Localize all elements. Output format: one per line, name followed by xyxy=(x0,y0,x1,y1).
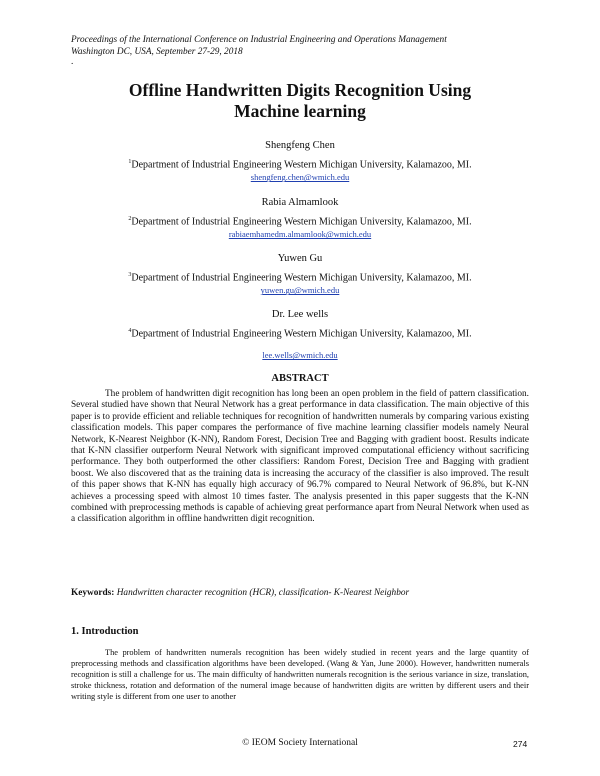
author-name: Shengfeng Chen xyxy=(265,140,335,151)
author-name: Rabia Almamlook xyxy=(261,197,339,208)
affiliation-text: Department of Industrial Engineering Western Michigan University, Kalamazoo, MI. xyxy=(131,272,472,284)
author-affiliation xyxy=(0,269,600,284)
affiliation-marker: 2 xyxy=(128,216,132,222)
header-dot: . xyxy=(71,57,74,67)
author-block xyxy=(0,197,600,240)
author-block xyxy=(0,140,600,183)
introduction-text: The problem of handwritten numerals recognition has been widely studied in recent years and the large quantity of preprocessing methods and classification algorithms have been developed. (Wang & Yan, June 2000). However, handwritten numerals recognition is still a challenge for us. The main difficulty of handwritten numerals recognition is the serious variance in size, translation, stroke thickness, rotation and deformation of the numeral image because of handwritten digits are written by different users and their writing style is different from one user to another xyxy=(71,648,529,701)
page-number: 274 xyxy=(513,739,528,749)
author-email-link[interactable]: shengfeng.chen@wmich.edu xyxy=(250,172,350,183)
conference-location: Washington DC, USA, September 27-29, 2018 xyxy=(71,47,243,57)
author-block xyxy=(0,309,600,361)
paper-title xyxy=(0,80,600,122)
author-name: Dr. Lee wells xyxy=(271,309,329,320)
affiliation-marker: 1 xyxy=(128,159,132,165)
abstract-text: The problem of handwritten digit recognition has long been an open problem in the field of pattern classification. Several studied have shown that Neural Network has a great performance in data classification. The main objective of this paper is to provide efficient and reliable techniques for recognition of handwritten numerals by comparing various existing classification models. This paper compares the performance of five machine learning classifier models namely Neural Network, K-Nearest Neighbor (K-NN), Random Forest, Decision Tree and Bagging with gradient boost. Results indicate that K-NN classifier outperform Neural Network with significant improved computational efficiency without sacrificing performance. They both outperformed the other classifiers: Random Forest, Decision Tree and Bagging with gradient boost. We also discovered that as the training data is increasing the accuracy of the classifier is also improved. The result of this paper shows that K-NN has equally high accuracy of 96.7% compared to Neural Network of 96.8%, but K-NN achieves a processing speed with almost 10 times faster. The analysis presented in this paper suggests that the K-NN combined with preprocessing methods is capable of achieving great performance apart from Neural Network when used as a classification algorithm in offline handwritten digit recognition. xyxy=(71,389,529,525)
author-affiliation xyxy=(0,213,600,228)
author-email-link[interactable]: rabiaemhamedm.almamlook@wmich.edu xyxy=(228,229,372,240)
section-heading: 1. Introduction xyxy=(71,626,139,637)
author-email-link[interactable]: lee.wells@wmich.edu xyxy=(262,350,338,361)
affiliation-marker: 3 xyxy=(128,272,132,278)
author-affiliation xyxy=(0,325,600,340)
affiliation-text: Department of Industrial Engineering Western Michigan University, Kalamazoo, MI. xyxy=(131,159,472,171)
author-name: Yuwen Gu xyxy=(277,253,323,264)
title-line-1: Offline Handwritten Digits Recognition Using xyxy=(128,80,472,100)
keywords-line xyxy=(71,588,409,598)
footer-copyright: © IEOM Society International xyxy=(242,738,358,748)
keywords-text: Handwritten character recognition (HCR), classification- K-Nearest Neighbor xyxy=(114,588,410,598)
affiliation-text: Department of Industrial Engineering Western Michigan University, Kalamazoo, MI. xyxy=(131,216,472,228)
abstract-heading: ABSTRACT xyxy=(271,373,329,384)
running-header xyxy=(71,34,447,66)
author-affiliation xyxy=(0,156,600,171)
author-email-link[interactable]: yuwen.gu@wmich.edu xyxy=(260,285,340,296)
affiliation-text: Department of Industrial Engineering Western Michigan University, Kalamazoo, MI. xyxy=(131,328,472,340)
conference-name: Proceedings of the International Conference on Industrial Engineering and Operations Management xyxy=(71,35,447,45)
affiliation-marker: 4 xyxy=(128,328,132,334)
author-block xyxy=(0,253,600,296)
title-line-2: Machine learning xyxy=(234,101,366,121)
keywords-label: Keywords: xyxy=(71,588,115,598)
